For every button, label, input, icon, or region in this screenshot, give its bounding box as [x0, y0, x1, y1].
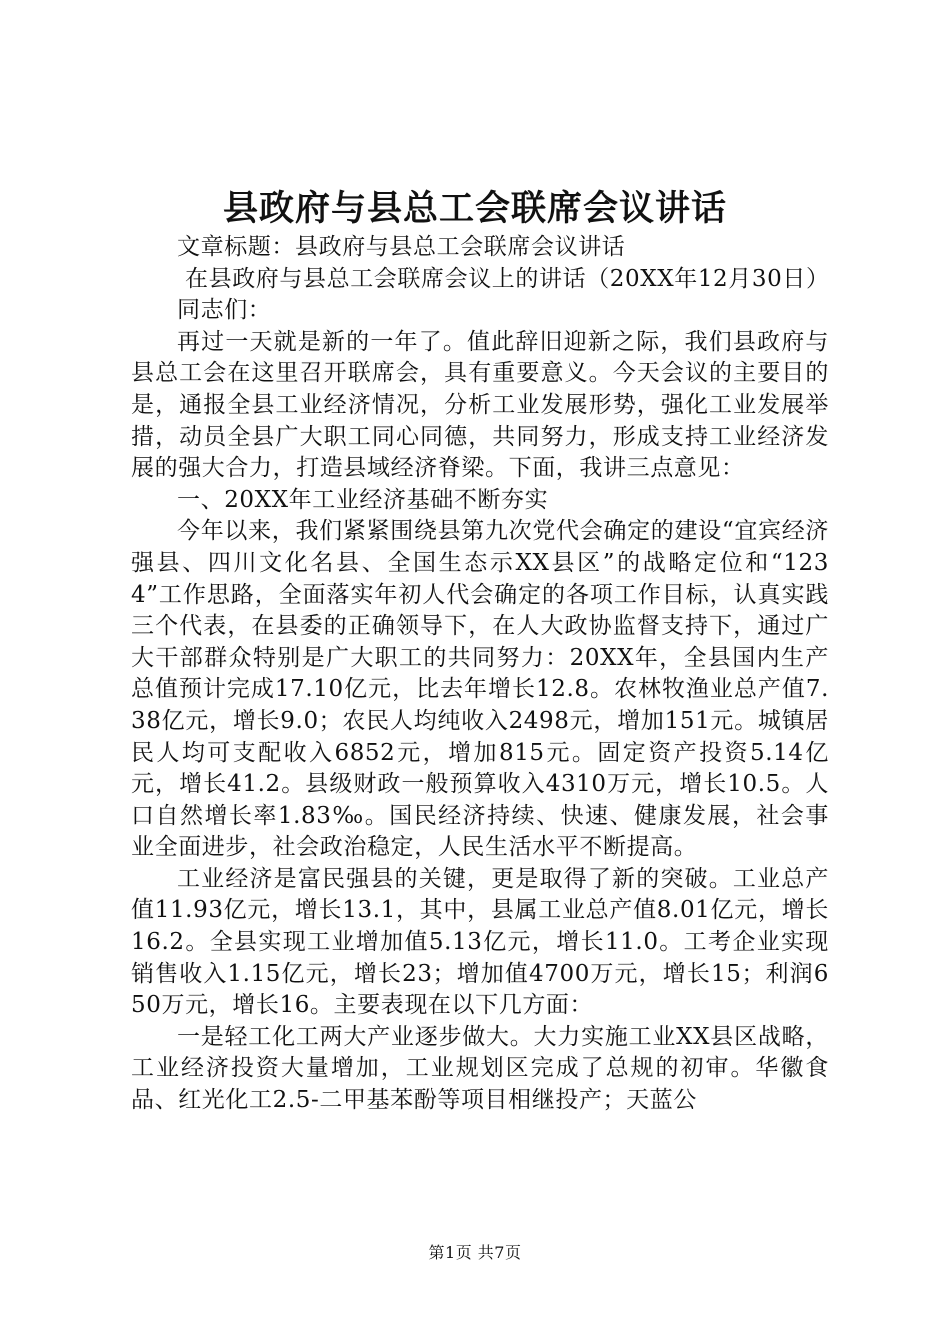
section-heading-1: 一、20XX年工业经济基础不断夯实 — [177, 486, 549, 513]
paragraph-economy-overview: 今年以来，我们紧紧围绕县第九次党代会确定的建设“宜宾经济强县、四川文化名县、全国生态示XX县区”的战略定位和“1234”工作思路，全面落实年初人代会确定的各项工作目标，认真实践三个代表，在县委的正确领导下，在人大政协监督支持下，通过广大干部群众特别是广大职工的共同努力：20XX年，全县国内生产总值预计完成17.10亿元，比去年增长12.8。农林牧渔业总产值7.38亿元，增长9.0；农民人均纯收入2498元，增加151元。城镇居民人均可支配收入6852元，增加815元。固定资产投资5.14亿元，增长41.2。县级财政一般预算收入4310万元，增长10.5。人口自然增长率1.83‰。国民经济持续、快速、健康发展，社会事业全面进步，社会政治稳定，人民生活水平不断提高。 — [131, 518, 830, 861]
document-title: 县政府与县总工会联席会议讲话 — [222, 188, 727, 229]
paragraph-intro: 再过一天就是新的一年了。值此辞旧迎新之际，我们县政府与县总工会在这里召开联席会，具有重要意义。今天会议的主要目的是，通报全县工业经济情况，分析工业发展形势，强化工业发展举措，动员全县广大职工同心同德，共同努力，形成支持工业经济发展的强大合力，打造县域经济脊梁。下面，我讲三点意见： — [131, 328, 829, 482]
paragraph-industry-breakthrough: 工业经济是富民强县的关键，更是取得了新的突破。工业总产值11.93亿元，增长13.1，其中，县属工业总产值8.01亿元，增长16.2。全县实现工业增加值5.13亿元，增长11.0。工考企业实现销售收入1.15亿元，增长23；增加值4700万元，增长15；利润650万元，增长16。主要表现在以下几方面： — [131, 865, 829, 1019]
speech-heading-line: 在县政府与县总工会联席会议上的讲话（20XX年12月30日） — [185, 265, 830, 292]
paragraph-industry-growth: 一是轻工化工两大产业逐步做大。大力实施工业XX县区战略，工业经济投资大量增加，工业规划区完成了总规的初审。华徽食品、红光化工2.5-二甲基苯酚等项目相继投产；天蓝公 — [131, 1023, 829, 1114]
salutation: 同志们： — [177, 297, 272, 324]
article-title-line: 文章标题：县政府与县总工会联席会议讲话 — [177, 234, 626, 260]
page-footer: 第1页 共7页 — [428, 1243, 522, 1262]
document-body — [131, 232, 829, 1117]
